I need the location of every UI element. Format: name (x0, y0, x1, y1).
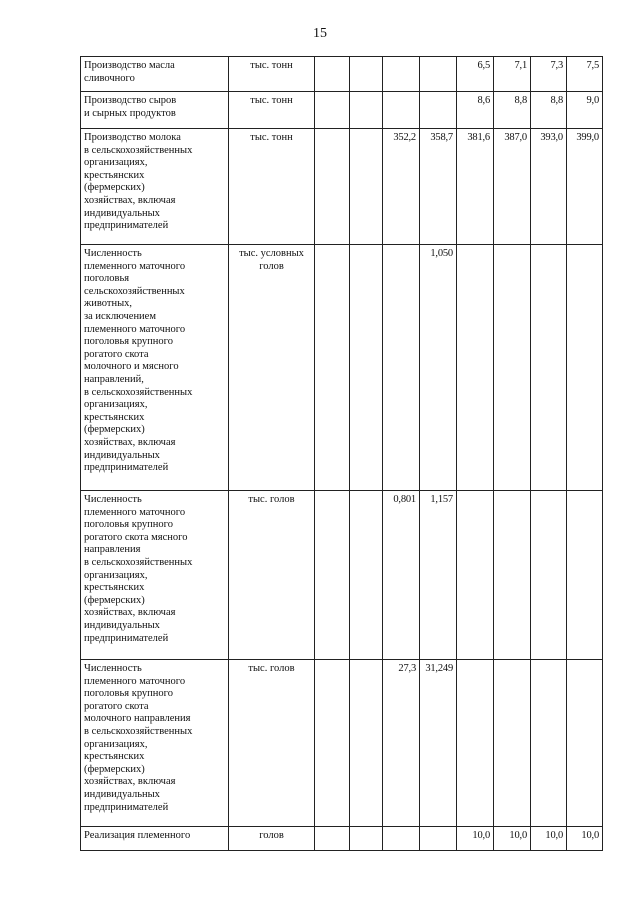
value-cell (350, 491, 383, 660)
value-cell (315, 491, 350, 660)
indicator-name: Производство масла сливочного (81, 57, 229, 92)
value-cell (315, 660, 350, 827)
table-row (81, 92, 603, 129)
value-cell: 381,6 (457, 129, 494, 245)
value-cell: 352,2 (383, 129, 420, 245)
value-cell (383, 827, 420, 851)
value-cell: 393,0 (531, 129, 567, 245)
value-cell (350, 660, 383, 827)
value-cell (383, 245, 420, 491)
value-cell: 10,0 (457, 827, 494, 851)
unit-cell: голов (229, 827, 315, 851)
value-cell (567, 245, 603, 491)
value-cell (350, 827, 383, 851)
value-cell (494, 245, 531, 491)
table-row (81, 827, 603, 851)
indicator-table (80, 56, 603, 851)
unit-cell: тыс. тонн (229, 129, 315, 245)
value-cell (494, 660, 531, 827)
indicator-name: Производство молока в сельскохозяйственных организациях, крестьянских (фермерских) хозяйствах, включая индивидуальных предпринимателей (81, 129, 229, 245)
value-cell: 27,3 (383, 660, 420, 827)
value-cell (315, 57, 350, 92)
unit-cell: тыс. голов (229, 660, 315, 827)
value-cell (315, 245, 350, 491)
value-cell (350, 92, 383, 129)
page-number: 15 (313, 26, 327, 41)
value-cell (420, 92, 457, 129)
value-cell (315, 92, 350, 129)
unit-cell: тыс. тонн (229, 57, 315, 92)
indicator-name: Реализация племенного (81, 827, 229, 851)
value-cell: 10,0 (494, 827, 531, 851)
value-cell: 9,0 (567, 92, 603, 129)
value-cell: 10,0 (567, 827, 603, 851)
unit-cell: тыс. голов (229, 491, 315, 660)
table-row (81, 660, 603, 827)
value-cell: 7,5 (567, 57, 603, 92)
value-cell (350, 129, 383, 245)
table-row (81, 57, 603, 92)
value-cell: 0,801 (383, 491, 420, 660)
indicator-name: Производство сыров и сырных продуктов (81, 92, 229, 129)
value-cell: 6,5 (457, 57, 494, 92)
indicator-name: Численность племенного маточного поголовья сельскохозяйственных животных, за исключением племенного маточного поголовья крупного рогатого скота молочного и мясного направлений, в сельскохозяйственных организациях, крестьянских (фермерских) хозяйствах, включая индивидуальных предпринимателей (81, 245, 229, 491)
value-cell (420, 827, 457, 851)
value-cell (567, 660, 603, 827)
value-cell: 387,0 (494, 129, 531, 245)
indicator-name: Численность племенного маточного поголовья крупного рогатого скота молочного направления в сельскохозяйственных организациях, крестьянских (фермерских) хозяйствах, включая индивидуальных предпринимателей (81, 660, 229, 827)
value-cell (531, 660, 567, 827)
table-row (81, 491, 603, 660)
value-cell: 1,050 (420, 245, 457, 491)
value-cell: 8,6 (457, 92, 494, 129)
value-cell: 8,8 (494, 92, 531, 129)
value-cell: 8,8 (531, 92, 567, 129)
table-row (81, 245, 603, 491)
value-cell (350, 245, 383, 491)
value-cell: 31,249 (420, 660, 457, 827)
value-cell (567, 491, 603, 660)
value-cell (315, 827, 350, 851)
table-row (81, 129, 603, 245)
value-cell (350, 57, 383, 92)
value-cell: 7,3 (531, 57, 567, 92)
value-cell: 7,1 (494, 57, 531, 92)
value-cell (420, 57, 457, 92)
value-cell: 358,7 (420, 129, 457, 245)
unit-cell: тыс. условных голов (229, 245, 315, 491)
value-cell: 10,0 (531, 827, 567, 851)
value-cell (315, 129, 350, 245)
value-cell (531, 245, 567, 491)
value-cell: 1,157 (420, 491, 457, 660)
value-cell (457, 245, 494, 491)
value-cell (457, 660, 494, 827)
value-cell (494, 491, 531, 660)
value-cell: 399,0 (567, 129, 603, 245)
value-cell (383, 92, 420, 129)
value-cell (383, 57, 420, 92)
value-cell (457, 491, 494, 660)
unit-cell: тыс. тонн (229, 92, 315, 129)
indicator-name: Численность племенного маточного поголовья крупного рогатого скота мясного направления в сельскохозяйственных организациях, крестьянских (фермерских) хозяйствах, включая индивидуальных предпринимателей (81, 491, 229, 660)
value-cell (531, 491, 567, 660)
